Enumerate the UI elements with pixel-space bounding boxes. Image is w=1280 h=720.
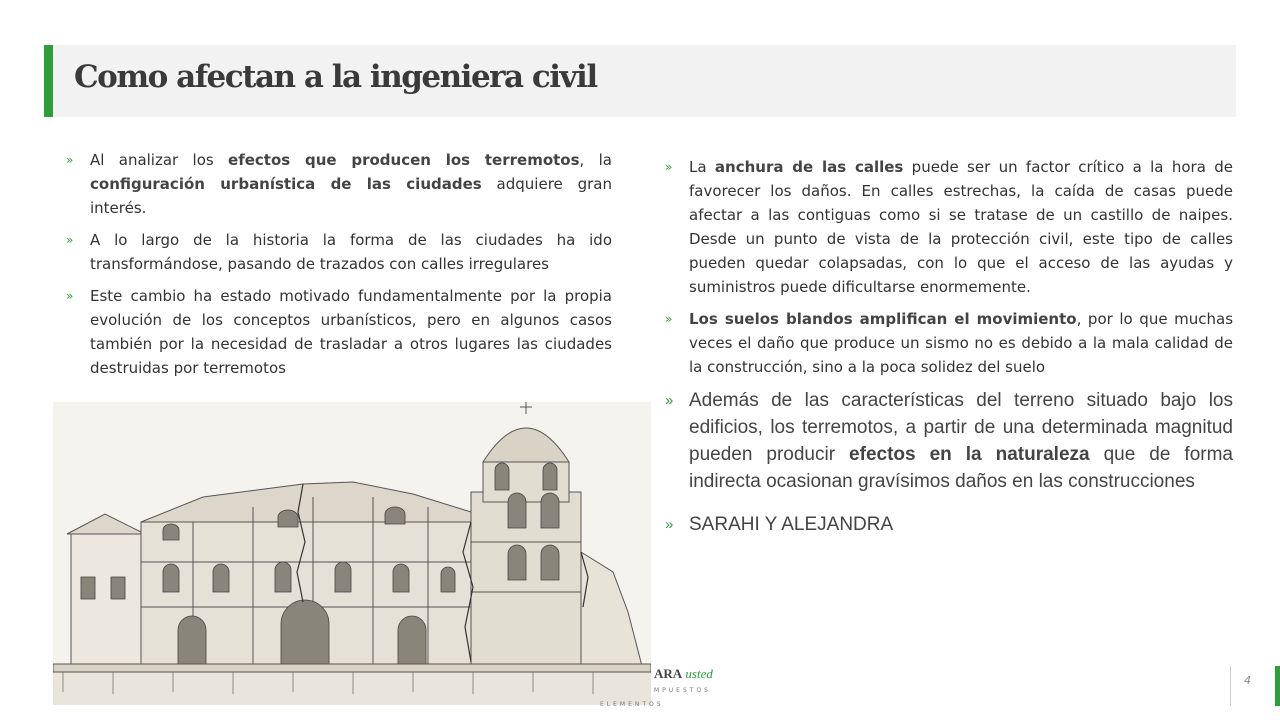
church-illustration [53, 402, 651, 705]
bullet-marker: » [66, 153, 74, 167]
church-sketch [53, 402, 651, 705]
page-accent-bar [1275, 666, 1280, 706]
bullet-marker: » [66, 233, 74, 247]
footer-logo-sub2: ELEMENTOS [600, 701, 664, 708]
bullet-text: La anchura de las calles puede ser un factor crítico a la hora de favorecer los daños. En calles estrechas, la caída de casas puede afectar a las contiguas como si se tratase de un castillo de naipes. Desde un punto de vista de la protección civil, este tipo de calles pueden quedar colapsadas, con lo que el acceso de las ayudas y suministros puede dificultarse enormemente. [689, 158, 1233, 296]
title-bar [44, 45, 1236, 117]
bullet-marker: » [665, 160, 673, 174]
bullet-text: A lo largo de la historia la forma de las ciudades ha ido transformándose, pasando de trazados con calles irregulares [90, 231, 612, 273]
list-item [665, 387, 1233, 495]
bullet-text: Los suelos blandos amplifican el movimiento, por lo que muchas veces el daño que produce un sismo no es debido a la mala calidad de la construcción, sino a la poca solidez del suelo [689, 310, 1234, 376]
list-item [66, 284, 612, 380]
footer-logo: ARA usted [654, 666, 713, 681]
bullet-text: Al analizar los efectos que producen los terremotos, la configuración urbanística de las ciudades adquiere gran interés. [90, 151, 612, 217]
title-accent-bar [44, 45, 53, 117]
bullet-text: SARAHI Y ALEJANDRA [689, 514, 894, 535]
bullet-text: Además de las características del terreno situado bajo los edificios, los terremotos, a partir de una determinada magnitud pueden producir efectos en la naturaleza que de forma indirecta ocasionan gravísimos daños en las construcciones [689, 390, 1233, 492]
bullet-marker: » [665, 312, 673, 326]
list-item [66, 148, 612, 220]
right-column [665, 155, 1233, 538]
list-item [66, 228, 612, 276]
bullet-marker: » [665, 392, 674, 409]
bullet-marker: » [66, 289, 74, 303]
list-item [665, 511, 1233, 538]
footer-logo-sub: MPUESTOS [654, 687, 711, 694]
bullet-marker: » [665, 516, 674, 533]
list-item [665, 155, 1233, 299]
bullet-text: Este cambio ha estado motivado fundamentalmente por la propia evolución de los conceptos urbanísticos, pero en algunos casos también por la necesidad de trasladar a otros lugares las ciudades destruidas por terremotos [90, 287, 612, 377]
left-column [66, 148, 612, 380]
page-number: 4 [1244, 674, 1251, 687]
list-item [665, 307, 1233, 379]
slide-title: Como afectan a la ingeniera civil [74, 59, 597, 95]
